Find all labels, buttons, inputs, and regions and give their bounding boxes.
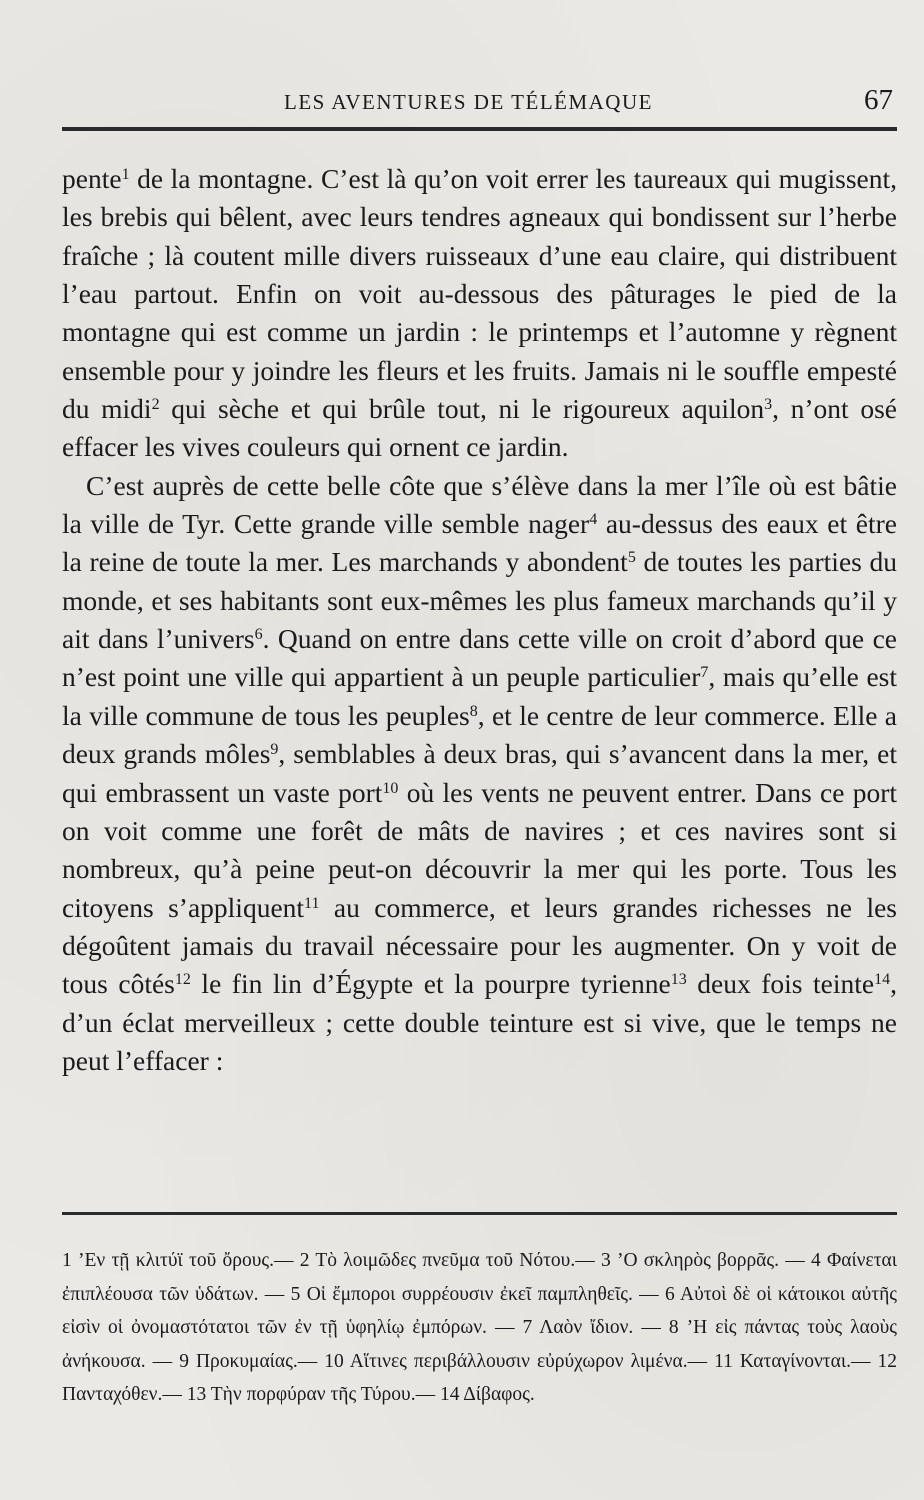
text-run: qui sèche et qui brûle tout, ni le rigoureux aquilon: [159, 393, 765, 425]
text-run: de la montagne. C’est là qu’on voit errer les taureaux qui mugissent, les brebis qui bêlent, avec leurs tendres agneaux qui bondissent sur l’herbe fraîche ; là coutent mille divers ruisseaux d’une eau claire, qui distribuent l’eau partout. Enfin on voit au-dessous des pâturages le pied de la montagne qui est comme un jardin : le printemps et l’automne y règnent ensemble pour y joindre les fleurs et les fruits. Jamais ni le souffle empesté du midi: [62, 163, 897, 425]
text-run: . Quand on entre dans cette ville on croit d’abord que ce n’est point une ville qui appartient à un peuple particulier: [62, 623, 897, 693]
text-run: où les vents ne peuvent entrer. Dans ce port on voit comme une forêt de mâts de navires ; et ces navires sont si nombreux, qu’à peine peut-on découvrir la mer qui les porte. Tous les citoyens s’appliquent: [62, 776, 898, 923]
text-run: , n’ont osé effacer les vives couleurs qui ornent ce jardin.: [62, 393, 897, 463]
footnote-ref-4: 4: [589, 511, 598, 529]
text-run: , mais qu’elle est la ville commune de tous les peuples: [62, 661, 897, 731]
text-run: deux fois teinte: [686, 968, 875, 1000]
footnote-ref-1: 1: [121, 166, 130, 183]
footnote-ref-10: 10: [382, 779, 399, 797]
footnote-ref-14: 14: [874, 971, 891, 989]
footnote-ref-9: 9: [270, 741, 279, 759]
footnotes-rule: [62, 1212, 897, 1215]
footnote-ref-3: 3: [764, 396, 773, 414]
footnote-ref-13: 13: [670, 971, 687, 989]
footnote-ref-5: 5: [627, 549, 636, 567]
paragraph-2: [62, 467, 897, 1081]
running-title: LES AVENTURES DE TÉLÉMAQUE: [284, 90, 653, 114]
footnotes: [62, 1244, 897, 1412]
paragraph-1: [62, 160, 897, 467]
text-run: au commerce, et leurs grandes richesses ne les dégoûtent jamais du travail nécessaire pour les augmenter. On y voit de tous côtés: [62, 891, 897, 1000]
footnote-ref-2: 2: [151, 396, 160, 414]
page-header: [62, 84, 897, 124]
footnote-ref-12: 12: [174, 971, 191, 989]
page-number: 67: [864, 84, 893, 116]
header-rule: [62, 127, 897, 131]
text-run: au-dessus des eaux et être la reine de toute la mer. Les marchands y abondent: [62, 508, 897, 578]
text-run: pente: [62, 163, 122, 194]
footnote-ref-8: 8: [469, 702, 478, 720]
text-run: le fin lin d’Égypte et la pourpre tyrienne: [190, 968, 671, 1000]
footnote-ref-11: 11: [304, 894, 320, 912]
text-run: C’est auprès de cette belle côte que s’élève dans la mer l’île où est bâtie la ville de Tyr. Cette grande ville semble nager: [62, 469, 897, 540]
footnote-ref-7: 7: [700, 664, 709, 682]
footnote-ref-6: 6: [254, 626, 263, 644]
text-run: , d’un éclat merveilleux ; cette double teinture est si vive, que le temps ne peut l’effacer :: [62, 968, 897, 1076]
text-run: , semblables à deux bras, qui s’avancent dans la mer, et qui embrassent un vaste port: [62, 738, 897, 808]
main-text: [62, 160, 897, 1080]
text-run: de toutes les parties du monde, et ses habitants sont eux-mêmes les plus fameux marchands qu’il y ait dans l’univers: [62, 546, 897, 655]
text-run: , et le centre de leur commerce. Elle a deux grands môles: [62, 699, 898, 770]
footnotes-text: 1 ’Εν τῇ κλιτύϊ τοῦ ὄρους.— 2 Τὸ λοιμῶδες πνεῦμα τοῦ Νότου.— 3 ’Ο σκληρὸς βορρᾶς. — 4 Φαίνεται ἐπιπλέουσα τῶν ὑδάτων. — 5 Οἱ ἔμποροι συρρέουσιν ἐκεῖ παμπληθεῖς. — 6 Αὐτοὶ δὲ οἱ κάτοικοι αὐτῆς εἰσὶν οἱ ὀνομαστότατοι τῶν ἐν τῇ ὑφηλίῳ ἐμπόρων. — 7 Λαὸν ἴδιον. — 8 ’Η εἰς πάντας τοὺς λαοὺς ἀνήκουσα. — 9 Προκυμαίας.— 10 Αἵτινες περιβάλλουσιν εὐρύχωρον λιμένα.— 11 Καταγίνονται.— 12 Πανταχόθεν.— 13 Τὴν πορφύραν τῆς Τύρου.— 14 Δίβαφος.: [62, 1250, 897, 1405]
